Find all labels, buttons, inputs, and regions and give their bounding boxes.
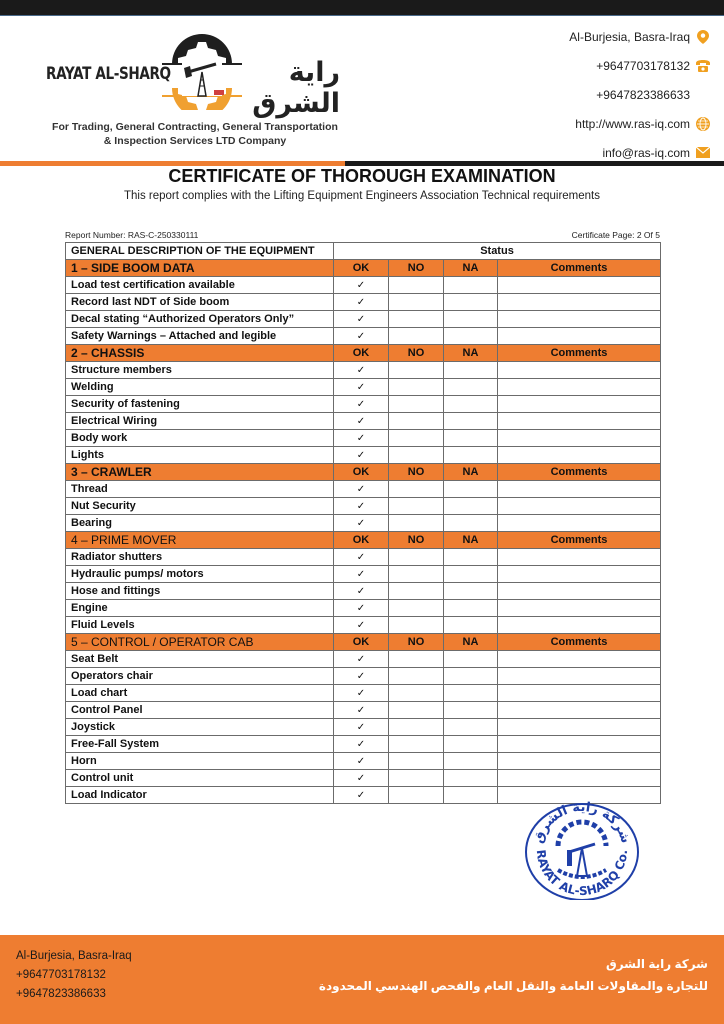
item-label: Seat Belt	[66, 651, 334, 668]
na-cell[interactable]	[444, 668, 498, 685]
na-cell[interactable]	[444, 413, 498, 430]
footer-company-desc-ar: للتجارة والمقاولات العامة والنقل العام والفحص الهندسي المحدودة	[318, 979, 708, 993]
section-header-row	[66, 345, 661, 362]
na-cell[interactable]	[444, 583, 498, 600]
table-row	[66, 651, 661, 668]
na-cell[interactable]	[444, 549, 498, 566]
table-row	[66, 702, 661, 719]
column-comments-label: Comments	[498, 634, 661, 651]
na-cell[interactable]	[444, 277, 498, 294]
item-label: Radiator shutters	[66, 549, 334, 566]
column-no-label: NO	[389, 464, 444, 481]
item-label: Structure members	[66, 362, 334, 379]
section-title: 2 – CHASSIS	[66, 345, 334, 362]
svg-text:شركة راية الشرق	[531, 800, 633, 845]
contact-address	[510, 22, 710, 51]
item-label: Body work	[66, 430, 334, 447]
na-cell[interactable]	[444, 600, 498, 617]
table-row	[66, 498, 661, 515]
footer-company-arabic	[319, 953, 708, 997]
no-cell[interactable]	[389, 413, 444, 430]
comments-cell[interactable]	[498, 447, 661, 464]
contact-info	[510, 22, 710, 167]
footer-phone-1[interactable]: +9647703178132	[16, 969, 106, 981]
ok-cell[interactable]: ✓	[334, 379, 389, 396]
comments-cell[interactable]	[498, 481, 661, 498]
item-label: Control Panel	[66, 702, 334, 719]
na-cell[interactable]	[444, 498, 498, 515]
stamp-pumpjack-icon	[558, 822, 606, 877]
table-row	[66, 600, 661, 617]
section-header-row	[66, 464, 661, 481]
ok-cell[interactable]: ✓	[334, 328, 389, 345]
na-cell[interactable]	[444, 770, 498, 787]
column-comments-label: Comments	[498, 260, 661, 277]
column-comments-label: Comments	[498, 532, 661, 549]
ok-cell[interactable]: ✓	[334, 600, 389, 617]
certificate-page: Certificate Page: 2 Of 5	[571, 230, 660, 240]
table-row	[66, 311, 661, 328]
ok-cell[interactable]: ✓	[334, 770, 389, 787]
section-header-row	[66, 532, 661, 549]
page-subtitle: This report complies with the Lifting Equipment Engineers Association Technical requirements	[123, 190, 600, 202]
comments-cell[interactable]	[498, 549, 661, 566]
no-cell[interactable]	[389, 770, 444, 787]
item-label: Load test certification available	[66, 277, 334, 294]
na-cell[interactable]	[444, 481, 498, 498]
item-label: Hydraulic pumps/ motors	[66, 566, 334, 583]
stamp-english-text: RAYAT AL-SHARQ Co.	[533, 848, 631, 899]
comments-cell[interactable]	[498, 328, 661, 345]
ok-cell[interactable]: ✓	[334, 549, 389, 566]
top-bar	[0, 0, 724, 16]
column-ok-label: OK	[334, 464, 389, 481]
footer-phone-2[interactable]: +9647823386633	[16, 988, 106, 1000]
header-status: Status	[334, 243, 661, 260]
inspection-table	[65, 242, 661, 804]
comments-cell[interactable]	[498, 515, 661, 532]
table-row	[66, 447, 661, 464]
tagline-line-2: & Inspection Services LTD Company	[103, 135, 287, 147]
no-cell[interactable]	[389, 277, 444, 294]
item-label: Hose and fittings	[66, 583, 334, 600]
ok-cell[interactable]: ✓	[334, 685, 389, 702]
item-label: Load Indicator	[66, 787, 334, 804]
comments-cell[interactable]	[498, 770, 661, 787]
page-title: CERTIFICATE OF THOROUGH EXAMINATION	[168, 166, 556, 186]
footer-address: Al-Burjesia, Basra-Iraq	[16, 950, 132, 962]
no-cell[interactable]	[389, 651, 444, 668]
table-row	[66, 294, 661, 311]
address-text: Al-Burjesia, Basra-Iraq	[569, 29, 690, 44]
no-cell[interactable]	[389, 481, 444, 498]
na-cell[interactable]	[444, 362, 498, 379]
ok-cell[interactable]: ✓	[334, 719, 389, 736]
tagline-line-1: For Trading, General Contracting, General Transportation	[52, 121, 338, 133]
footer	[0, 935, 724, 1024]
na-cell[interactable]	[444, 379, 498, 396]
location-pin-icon	[696, 30, 710, 44]
phone-1-text[interactable]: +9647703178132	[596, 58, 690, 73]
section-title: 1 – SIDE BOOM DATA	[66, 260, 334, 277]
item-label: Electrical Wiring	[66, 413, 334, 430]
company-logo	[40, 30, 340, 150]
na-cell[interactable]	[444, 294, 498, 311]
table-row	[66, 515, 661, 532]
no-cell[interactable]	[389, 328, 444, 345]
ok-cell[interactable]: ✓	[334, 787, 389, 804]
table-row	[66, 617, 661, 634]
column-no-label: NO	[389, 532, 444, 549]
na-cell[interactable]	[444, 685, 498, 702]
ok-cell[interactable]: ✓	[334, 566, 389, 583]
item-label: Bearing	[66, 515, 334, 532]
contact-phone-1	[510, 51, 710, 80]
table-row	[66, 719, 661, 736]
section-title: 5 – CONTROL / OPERATOR CAB	[66, 634, 334, 651]
no-cell[interactable]	[389, 311, 444, 328]
na-cell[interactable]	[444, 566, 498, 583]
no-cell[interactable]	[389, 685, 444, 702]
no-cell[interactable]	[389, 362, 444, 379]
comments-cell[interactable]	[498, 685, 661, 702]
na-cell[interactable]	[444, 311, 498, 328]
na-cell[interactable]	[444, 651, 498, 668]
no-cell[interactable]	[389, 787, 444, 804]
report-meta	[65, 230, 660, 240]
table-row	[66, 328, 661, 345]
na-cell[interactable]	[444, 617, 498, 634]
no-cell[interactable]	[389, 549, 444, 566]
no-cell[interactable]	[389, 566, 444, 583]
na-cell[interactable]	[444, 430, 498, 447]
comments-cell[interactable]	[498, 498, 661, 515]
comments-cell[interactable]	[498, 277, 661, 294]
no-cell[interactable]	[389, 294, 444, 311]
comments-cell[interactable]	[498, 668, 661, 685]
ok-cell[interactable]: ✓	[334, 498, 389, 515]
no-cell[interactable]	[389, 430, 444, 447]
column-ok-label: OK	[334, 260, 389, 277]
stamp-arabic-text: شركة راية الشرق	[531, 800, 634, 846]
globe-icon	[696, 117, 710, 131]
ok-cell[interactable]: ✓	[334, 277, 389, 294]
table-row	[66, 277, 661, 294]
item-label: Record last NDT of Side boom	[66, 294, 334, 311]
header-description: GENERAL DESCRIPTION OF THE EQUIPMENT	[66, 243, 334, 260]
column-na-label: NA	[444, 345, 498, 362]
no-cell[interactable]	[389, 702, 444, 719]
ok-cell[interactable]: ✓	[334, 362, 389, 379]
section-header-row	[66, 260, 661, 277]
column-no-label: NO	[389, 634, 444, 651]
ok-cell[interactable]: ✓	[334, 481, 389, 498]
comments-cell[interactable]	[498, 617, 661, 634]
item-label: Welding	[66, 379, 334, 396]
column-na-label: NA	[444, 464, 498, 481]
item-label: Operators chair	[66, 668, 334, 685]
ok-cell[interactable]: ✓	[334, 651, 389, 668]
no-cell[interactable]	[389, 498, 444, 515]
email-link[interactable]: info@ras-iq.com	[602, 145, 690, 160]
item-label: Load chart	[66, 685, 334, 702]
contact-phone-2	[510, 80, 710, 109]
section-header-row	[66, 634, 661, 651]
na-cell[interactable]	[444, 396, 498, 413]
na-cell[interactable]	[444, 753, 498, 770]
section-title: 4 – PRIME MOVER	[66, 532, 334, 549]
column-comments-label: Comments	[498, 345, 661, 362]
website-link[interactable]: http://www.ras-iq.com	[575, 116, 690, 131]
ok-cell[interactable]: ✓	[334, 311, 389, 328]
item-label: Engine	[66, 600, 334, 617]
ok-cell[interactable]: ✓	[334, 617, 389, 634]
logo-tagline	[40, 120, 350, 148]
no-cell[interactable]	[389, 447, 444, 464]
no-cell[interactable]	[389, 617, 444, 634]
company-stamp	[523, 800, 641, 900]
table-row	[66, 430, 661, 447]
column-no-label: NO	[389, 345, 444, 362]
table-row	[66, 685, 661, 702]
item-label: Control unit	[66, 770, 334, 787]
ok-cell[interactable]: ✓	[334, 753, 389, 770]
item-label: Lights	[66, 447, 334, 464]
item-label: Safety Warnings – Attached and legible	[66, 328, 334, 345]
table-row	[66, 481, 661, 498]
ok-cell[interactable]: ✓	[334, 294, 389, 311]
footer-contact	[16, 947, 132, 1004]
item-label: Fluid Levels	[66, 617, 334, 634]
column-ok-label: OK	[334, 345, 389, 362]
na-cell[interactable]	[444, 328, 498, 345]
column-comments-label: Comments	[498, 464, 661, 481]
no-cell[interactable]	[389, 719, 444, 736]
comments-cell[interactable]	[498, 379, 661, 396]
logo-wordmark-english: RAYAT AL-SHARQ	[46, 64, 171, 84]
na-cell[interactable]	[444, 787, 498, 804]
no-cell[interactable]	[389, 583, 444, 600]
ok-cell[interactable]: ✓	[334, 515, 389, 532]
comments-cell[interactable]	[498, 396, 661, 413]
comments-cell[interactable]	[498, 702, 661, 719]
report-number: Report Number: RAS-C-250330111	[65, 230, 199, 240]
item-label: Nut Security	[66, 498, 334, 515]
table-row	[66, 583, 661, 600]
item-label: Security of fastening	[66, 396, 334, 413]
comments-cell[interactable]	[498, 753, 661, 770]
item-label: Decal stating “Authorized Operators Only”	[66, 311, 334, 328]
table-row	[66, 362, 661, 379]
comments-cell[interactable]	[498, 583, 661, 600]
no-cell[interactable]	[389, 668, 444, 685]
comments-cell[interactable]	[498, 736, 661, 753]
comments-cell[interactable]	[498, 413, 661, 430]
comments-cell[interactable]	[498, 311, 661, 328]
column-no-label: NO	[389, 260, 444, 277]
comments-cell[interactable]	[498, 566, 661, 583]
na-cell[interactable]	[444, 702, 498, 719]
column-na-label: NA	[444, 634, 498, 651]
table-row	[66, 668, 661, 685]
logo-wordmark-arabic: راية الشرق	[252, 57, 340, 118]
phone-2-text[interactable]: +9647823386633	[596, 87, 690, 102]
comments-cell[interactable]	[498, 719, 661, 736]
table-row	[66, 753, 661, 770]
table-row	[66, 770, 661, 787]
na-cell[interactable]	[444, 736, 498, 753]
no-cell[interactable]	[389, 600, 444, 617]
section-title: 3 – CRAWLER	[66, 464, 334, 481]
no-cell[interactable]	[389, 736, 444, 753]
ok-cell[interactable]: ✓	[334, 396, 389, 413]
gear-pumpjack-icon	[162, 30, 242, 110]
comments-cell[interactable]	[498, 651, 661, 668]
ok-cell[interactable]: ✓	[334, 430, 389, 447]
item-label: Thread	[66, 481, 334, 498]
item-label: Free-Fall System	[66, 736, 334, 753]
table-row	[66, 396, 661, 413]
no-cell[interactable]	[389, 379, 444, 396]
no-cell[interactable]	[389, 753, 444, 770]
comments-cell[interactable]	[498, 600, 661, 617]
no-cell[interactable]	[389, 515, 444, 532]
ok-cell[interactable]: ✓	[334, 736, 389, 753]
ok-cell[interactable]: ✓	[334, 413, 389, 430]
envelope-icon	[696, 146, 710, 160]
ok-cell[interactable]: ✓	[334, 447, 389, 464]
ok-cell[interactable]: ✓	[334, 583, 389, 600]
column-na-label: NA	[444, 260, 498, 277]
no-cell[interactable]	[389, 396, 444, 413]
item-label: Horn	[66, 753, 334, 770]
column-ok-label: OK	[334, 634, 389, 651]
column-ok-label: OK	[334, 532, 389, 549]
table-header-row	[66, 243, 661, 260]
comments-cell[interactable]	[498, 362, 661, 379]
ok-cell[interactable]: ✓	[334, 702, 389, 719]
table-row	[66, 566, 661, 583]
table-row	[66, 413, 661, 430]
comments-cell[interactable]	[498, 294, 661, 311]
footer-company-name-ar: شركة راية الشرق	[605, 957, 708, 971]
na-cell[interactable]	[444, 447, 498, 464]
item-label: Joystick	[66, 719, 334, 736]
na-cell[interactable]	[444, 719, 498, 736]
contact-website	[510, 109, 710, 138]
table-row	[66, 379, 661, 396]
table-row	[66, 736, 661, 753]
na-cell[interactable]	[444, 515, 498, 532]
telephone-icon	[696, 59, 710, 73]
ok-cell[interactable]: ✓	[334, 668, 389, 685]
table-row	[66, 549, 661, 566]
column-na-label: NA	[444, 532, 498, 549]
comments-cell[interactable]	[498, 430, 661, 447]
